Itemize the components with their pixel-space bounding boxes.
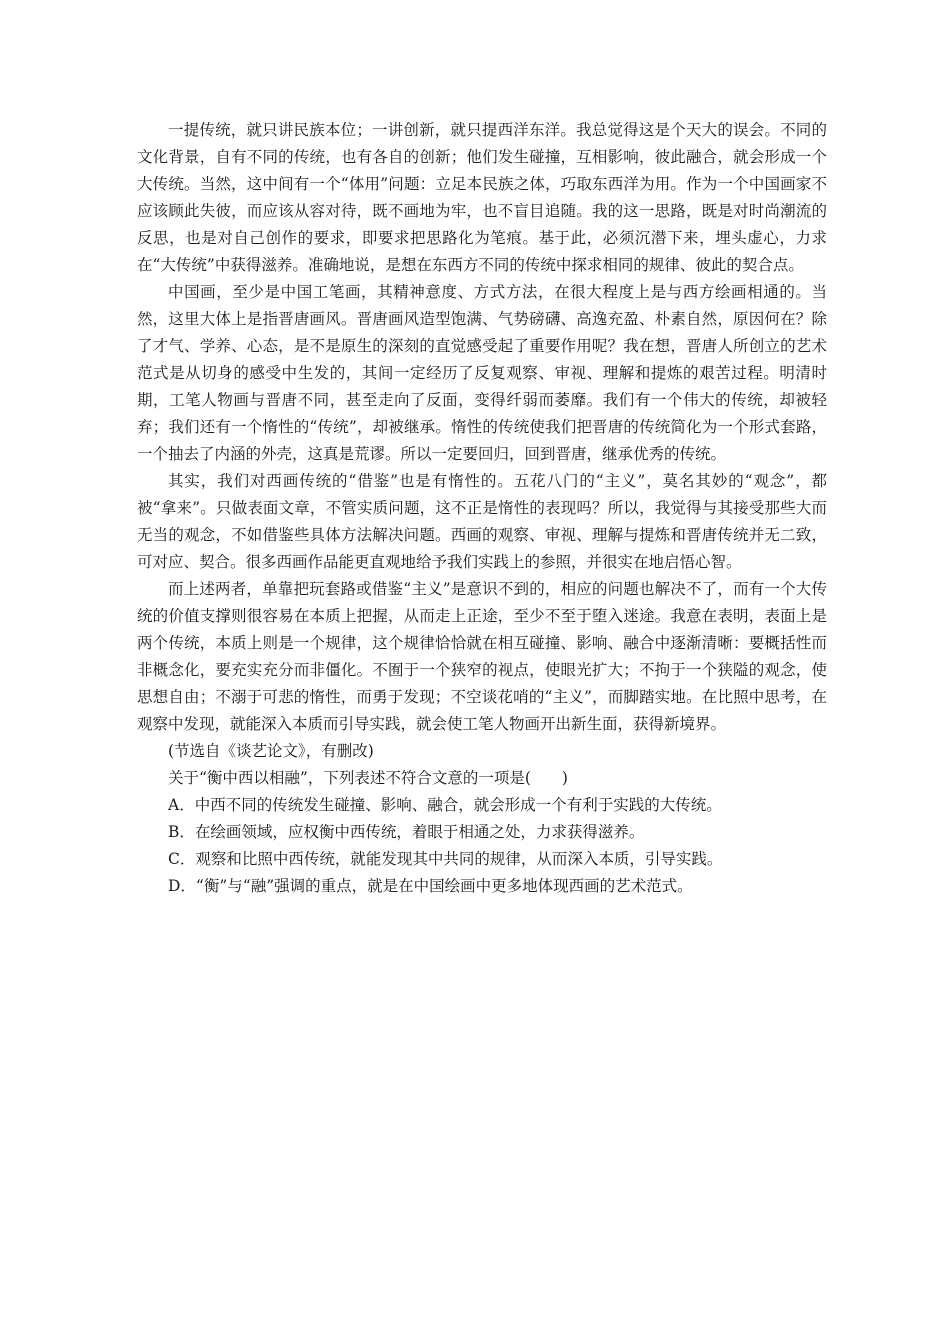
document-page [137,117,827,900]
article-paragraph-2: 中国画，至少是中国工笔画，其精神意度、方式方法，在很大程度上是与西方绘画相通的。当然，这里大体上是指晋唐画风。晋唐画风造型饱满、气势磅礴、高逸充盈、朴素自然，原因何在？除了才气、学养、心态，是不是原生的深刻的直觉感受起了重要作用呢？我在想，晋唐人所创立的艺术范式是从切身的感受中生发的，其间一定经历了反复观察、审视、理解和提炼的艰苦过程。明清时期，工笔人物画与晋唐不同，甚至走向了反面，变得纤弱而萎靡。我们有一个伟大的传统，却被轻弃；我们还有一个惰性的“传统”，却被继承。惰性的传统使我们把晋唐的传统简化为一个形式套路，一个抽去了内涵的外壳，这真是荒谬。所以一定要回归，回到晋唐，继承优秀的传统。 [137,283,827,463]
article-source: (节选自《谈艺论文》，有删改) [168,742,374,760]
option-a: A．中西不同的传统发生碰撞、影响、融合，就会形成一个有利于实践的大传统。 [168,796,722,814]
option-d: D．“衡”与“融”强调的重点，就是在中国绘画中更多地体现西画的艺术范式。 [168,877,693,895]
article-paragraph-1: 一提传统，就只讲民族本位；一讲创新，就只提西洋东洋。我总觉得这是个天大的误会。不同的文化背景，自有不同的传统，也有各自的创新；他们发生碰撞，互相影响，彼此融合，就会形成一个大传统。当然，这中间有一个“体用”问题：立足本民族之体，巧取东西洋为用。作为一个中国画家不应该顾此失彼，而应该从容对待，既不画地为牢，也不盲目追随。我的这一思路，既是对时尚潮流的反思，也是对自己创作的要求，即要求把思路化为笔痕。基于此，必须沉潜下来，埋头虚心，力求在“大传统”中获得滋养。准确地说，是想在东西方不同的传统中探求相同的规律、彼此的契合点。 [137,121,827,274]
answer-options [137,792,827,900]
option-c: C．观察和比照中西传统，就能发现其中共同的规律，从而深入本质，引导实践。 [168,850,723,868]
article-paragraph-4: 而上述两者，单靠把玩套路或借鉴“主义”是意识不到的，相应的问题也解决不了，而有一个大传统的价值支撑则很容易在本质上把握，从而走上正途，至少不至于堕入迷途。我意在表明，表面上是两个传统，本质上则是一个规律，这个规律恰恰就在相互碰撞、影响、融合中逐渐清晰：要概括性而非概念化，要充实充分而非僵化。不囿于一个狭窄的视点，使眼光扩大；不拘于一个狭隘的观念，使思想自由；不溺于可悲的惰性，而勇于发现；不空谈花哨的“主义”，而脚踏实地。在比照中思考，在观察中发现，就能深入本质而引导实践，就会使工笔人物画开出新生面，获得新境界。 [137,580,827,733]
article-paragraph-3: 其实，我们对西画传统的“借鉴”也是有惰性的。五花八门的“主义”，莫名其妙的“观念”，都被“拿来”。只做表面文章，不管实质问题，这不正是惰性的表现吗？所以，我觉得与其接受那些大而无当的观念，不如借鉴些具体方法解决问题。西画的观察、审视、理解与提炼和晋唐传统并无二致，可对应、契合。很多西画作品能更直观地给予我们实践上的参照，并很实在地启悟心智。 [137,472,827,571]
option-b: B．在绘画领域，应权衡中西传统，着眼于相通之处，力求获得滋养。 [168,823,645,841]
question-stem: 关于“衡中西以相融”，下列表述不符合文意的一项是( ) [168,769,568,787]
